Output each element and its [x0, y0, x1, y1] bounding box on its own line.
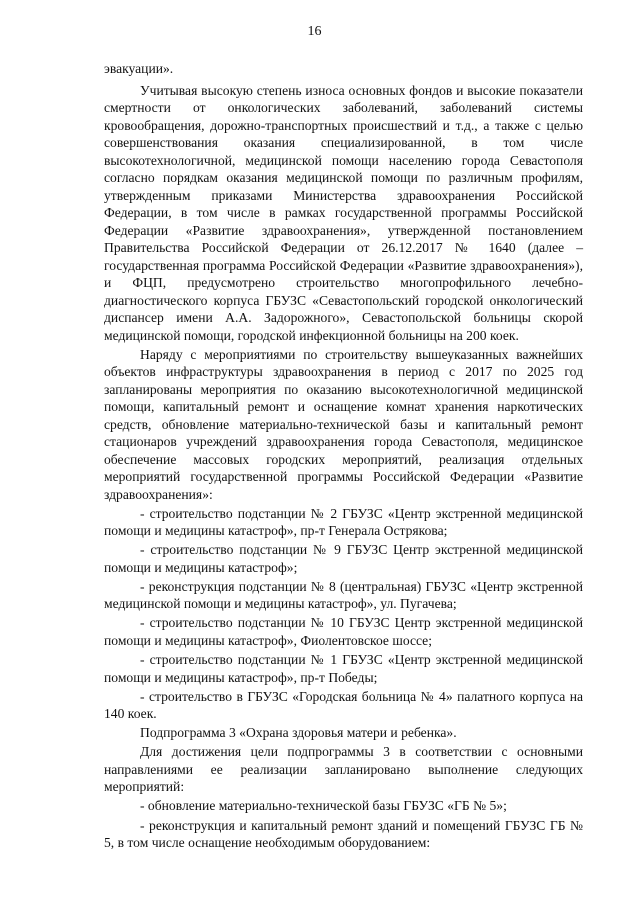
document-body — [104, 60, 583, 853]
list-item: - реконструкция и капитальный ремонт зданий и помещений ГБУЗС ГБ № 5, в том числе оснащение необходимым оборудованием: — [104, 817, 583, 851]
paragraph-infrastructure: Наряду с мероприятиями по строительству вышеуказанных важнейших объектов инфраструктуры здравоохранения в период с 2017 по 2025 год запланированы мероприятия по оказанию высокотехнологичной медицинской помощи, капитальный ремонт и оснащение комнат хранения наркотических средств, обновление материально-технической базы и капитальный ремонт стационаров учреждений здравоохранения города Севастополя, медицинское обеспечение массовых городских мероприятий, реализация отдельных мероприятий государственной программы Российской Федерации «Развитие здравоохранения»: — [104, 346, 583, 502]
paragraph-continuation: эвакуации». — [104, 61, 174, 76]
list-item: - реконструкция подстанции № 8 (центральная) ГБУЗС «Центр экстренной медицинской помощи и медицины катастроф», ул. Пугачева; — [104, 578, 583, 612]
list-item: - строительство подстанции № 9 ГБУЗС Центр экстренной медицинской помощи и медицины катастроф»; — [104, 542, 583, 575]
page-number: 16 — [307, 24, 322, 39]
list-item: - строительство подстанции № 10 ГБУЗС Центр экстренной медицинской помощи и медицины катастроф», Фиолентовское шоссе; — [104, 615, 583, 648]
paragraph-intro: Учитывая высокую степень износа основных фондов и высокие показатели смертности от онкологических заболеваний, заболеваний системы кровообращения, дорожно-транспортных происшествий и т.д., а также с целью совершенствования оказания специализированной, в том числе высокотехнологичной, медицинской помощи населению города Севастополя согласно порядкам оказания медицинской помощи по различным профилям, утвержденным приказами Министерства здравоохранения Российской Федерации, в том числе в рамках государственной программы Российской Федерации «Развитие здравоохранения», утвержденной постановлением Правительства Российской Федерации от 26.12.2017 № 1640 (далее – государственная программа Российской Федерации «Развитие здравоохранения»), и ФЦП, предусмотрено строительство многопрофильного лечебно-диагностического корпуса ГБУЗС «Севастопольский городской онкологический диспансер имени А.А. Задорожного», Севастопольской больницы скорой медицинской помощи, городской инфекционной больницы на 200 коек. — [104, 82, 583, 343]
list-item: - строительство подстанции № 2 ГБУЗС «Центр экстренной медицинской помощи и медицины катастроф», пр-т Генерала Острякова; — [104, 505, 583, 539]
list-item: - строительство в ГБУЗС «Городская больница № 4» палатного корпуса на 140 коек. — [104, 688, 583, 722]
list-item: - обновление материально-технической базы ГБУЗС «ГБ № 5»; — [140, 798, 507, 814]
paragraph-subprogram-goal: Для достижения цели подпрограммы 3 в соответствии с основными направлениями ее реализации запланировано выполнение следующих мероприятий: — [104, 744, 583, 795]
subprogram-heading: Подпрограмма 3 «Охрана здоровья матери и ребенка». — [140, 725, 457, 741]
list-item: - строительство подстанции № 1 ГБУЗС «Центр экстренной медицинской помощи и медицины катастроф», пр-т Победы; — [104, 652, 583, 685]
